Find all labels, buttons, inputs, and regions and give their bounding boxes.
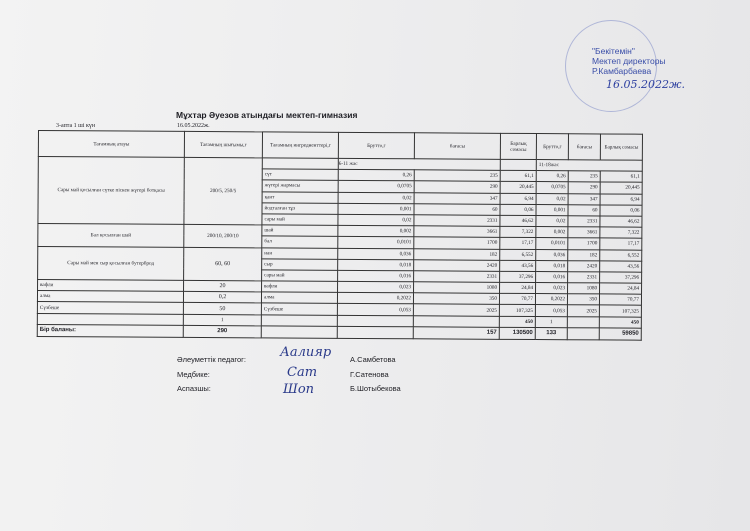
price-1: 60 [414,204,500,216]
brutto-2: 0,2022 [535,294,567,305]
age-group-1: 6-11 жас [338,158,500,170]
sum-1: 17,17 [500,238,536,249]
brutto-1: 0,018 [338,259,414,271]
sum-1: 70,77 [499,294,535,305]
dish-yield: 50 [183,303,261,315]
brutto-2: 0,26 [536,171,568,182]
ingredient: Сүзбеше [261,303,337,315]
sum-1: 0,06 [500,204,536,215]
sum-1: 24,84 [500,282,536,293]
total-price-1: 157 [413,327,499,340]
price-2: 1080 [568,283,600,294]
price-2: 182 [568,249,600,260]
ingredient: сыр [262,259,338,271]
price-1: 1700 [414,237,500,249]
brutto-2: 1 [535,316,567,327]
sum-1: 61,1 [500,171,536,182]
total-row [37,324,641,340]
price-1: 350 [413,293,499,305]
price-2: 347 [568,193,600,204]
role-social-pedagogue: Әлеуметтік педагог: [177,355,246,364]
signature-nurse: Сат [287,365,318,380]
col-dish-name: Тағамның атауы [38,131,184,158]
ingredient: алма [261,292,337,304]
sum-2: 450 [599,317,641,328]
brutto-1: 0,023 [338,281,414,293]
col-ingredients: Тағамның ингредиенттері,г [262,132,338,158]
dish-name: Сары май қосылған сүтке піскен жүгері ботқасы [38,157,184,225]
sum-1: 7,322 [500,226,536,237]
total-price-2: 133 [535,327,567,339]
brutto-2: 0,0101 [536,238,568,249]
dish-name: вафли [38,280,184,292]
stamp-date: 16.05.2022ж. [606,78,685,91]
sum-2: 61,1 [600,171,642,182]
sum-2: 17,17 [600,238,642,249]
ingredient: сары май [262,270,338,282]
brutto-1: 0,001 [338,203,414,215]
dish-name: Сары май мен сыр қосылған бутерброд [38,246,184,280]
approval-stamp [592,46,685,90]
brutto-2: 0,018 [536,260,568,271]
brutto-1: 0,0101 [338,237,414,249]
brutto-1: 0,053 [337,304,413,316]
ingredient: нан [262,247,338,259]
stamp-director-name: Р.Камбарбаева [592,66,652,76]
price-1: 2331 [414,271,500,283]
sum-2: 107,325 [599,305,641,316]
sum-1: 37,296 [500,271,536,282]
extra-yield: 1 [183,314,261,326]
col-sum-1: Барлық сомасы [500,133,536,159]
price-1: 2420 [414,259,500,271]
sum-2: 6,94 [600,193,642,204]
dish-name: алма [37,291,183,303]
ingredient: сүт [262,169,338,181]
col-brutto-1: Брутто,г [338,132,414,158]
brutto-2: 0,036 [536,249,568,260]
sum-2: 37,296 [600,272,642,283]
stamp-director-title: Мектеп директоры [592,56,666,66]
price-1: 2331 [414,215,500,227]
brutto-2: 0,016 [536,271,568,282]
dish-yield: 0,2 [183,292,261,304]
ingredient: шай [262,225,338,237]
price-2: 2025 [567,305,599,316]
ingredient: сары май [262,214,338,226]
brutto-2: 0,0705 [536,182,568,193]
brutto-2: 0,02 [536,215,568,226]
brutto-2: 0,001 [536,204,568,215]
dish-name: Бал қосылған шай [38,224,184,247]
price-2: 2331 [568,216,600,227]
ingredient: вафли [262,281,338,293]
price-1: 347 [414,192,500,204]
brutto-1: 0,02 [338,214,414,226]
week-day-label: 3-апта 1 ші күн [56,123,96,129]
total-label: Бір баланы: [37,324,183,337]
col-sum-2: Барлық сомасы [600,134,642,160]
sum-1: 6,94 [500,193,536,204]
price-2: 60 [568,204,600,215]
age-group-2: 11-18жас [536,160,642,172]
sum-2: 46,62 [600,216,642,227]
brutto-2: 0,053 [535,305,567,316]
price-2: 235 [568,171,600,182]
stamp-approve-label: "Бекітемін" [592,46,635,56]
sum-2: 20,445 [600,182,642,193]
price-2: 290 [568,182,600,193]
sum-2: 0,06 [600,205,642,216]
price-1: 1080 [414,282,500,294]
dish-yield: 200/10, 200/10 [184,225,262,248]
col-price-1: бағасы [414,133,500,160]
ingredient: бал [262,236,338,248]
table-header-row [38,131,642,161]
brutto-1: 0,036 [338,248,414,260]
brutto-1: 0,002 [338,225,414,237]
price-1: 235 [414,170,500,182]
brutto-1: 0,0705 [338,181,414,193]
sum-2: 43,56 [600,261,642,272]
ingredient: қант [262,191,338,203]
sum-1: 46,62 [500,215,536,226]
menu-date: 16.05.2022ж. [177,123,210,129]
signature-cook: Шоп [283,382,315,397]
sum-2: 6,552 [600,249,642,260]
price-1: 2025 [413,304,499,316]
signature-social-pedagogue: Аалияр [280,345,332,360]
role-cook: Аспазшы: [177,384,211,393]
sum-1: 450 [499,316,535,327]
sum-2: 7,322 [600,227,642,238]
brutto-2: 0,002 [536,227,568,238]
brutto-1: 0,02 [338,192,414,204]
sum-2: 24,84 [600,283,642,294]
ingredient: жүгері жармасы [262,180,338,192]
name-nurse: Г.Сатенова [350,370,389,379]
dish-yield: 60, 60 [184,247,262,281]
brutto-1: 0,016 [338,270,414,282]
ingredient: йодталған тұз [262,203,338,215]
total-sum-2: 59850 [599,328,641,340]
total-sum-1: 130500 [499,327,535,339]
total-yield: 290 [183,325,261,337]
price-2: 350 [567,294,599,305]
name-social-pedagogue: А.Самбетова [350,355,396,364]
price-1: 3661 [414,226,500,238]
sum-1: 20,445 [500,182,536,193]
school-title: Мұхтар Әуезов атындағы мектеп-гимназия [176,110,358,120]
dish-yield: 200/5, 250/5 [184,157,262,225]
brutto-2: 0,02 [536,193,568,204]
price-2: 2331 [568,272,600,283]
dish-name: Сүзбеше [37,302,183,314]
menu-table [37,130,643,341]
col-price-2: бағасы [568,134,600,160]
name-cook: Б.Шотыбекова [350,384,401,393]
price-2: 3661 [568,227,600,238]
dish-yield: 20 [184,280,262,292]
price-2: 1700 [568,238,600,249]
sum-2: 70,77 [599,294,641,305]
role-nurse: Медбике: [177,370,210,379]
price-2: 2420 [568,260,600,271]
price-1: 290 [414,181,500,193]
sum-1: 107,325 [499,305,535,316]
brutto-1: 0,2022 [337,293,413,305]
brutto-1: 0,26 [338,170,414,182]
col-yield: Тағамның шығымы,г [184,131,262,157]
sum-1: 6,552 [500,249,536,260]
brutto-2: 0,023 [536,283,568,294]
price-1: 182 [414,248,500,260]
sum-1: 43,56 [500,260,536,271]
col-brutto-2: Брутто,г [536,134,568,160]
